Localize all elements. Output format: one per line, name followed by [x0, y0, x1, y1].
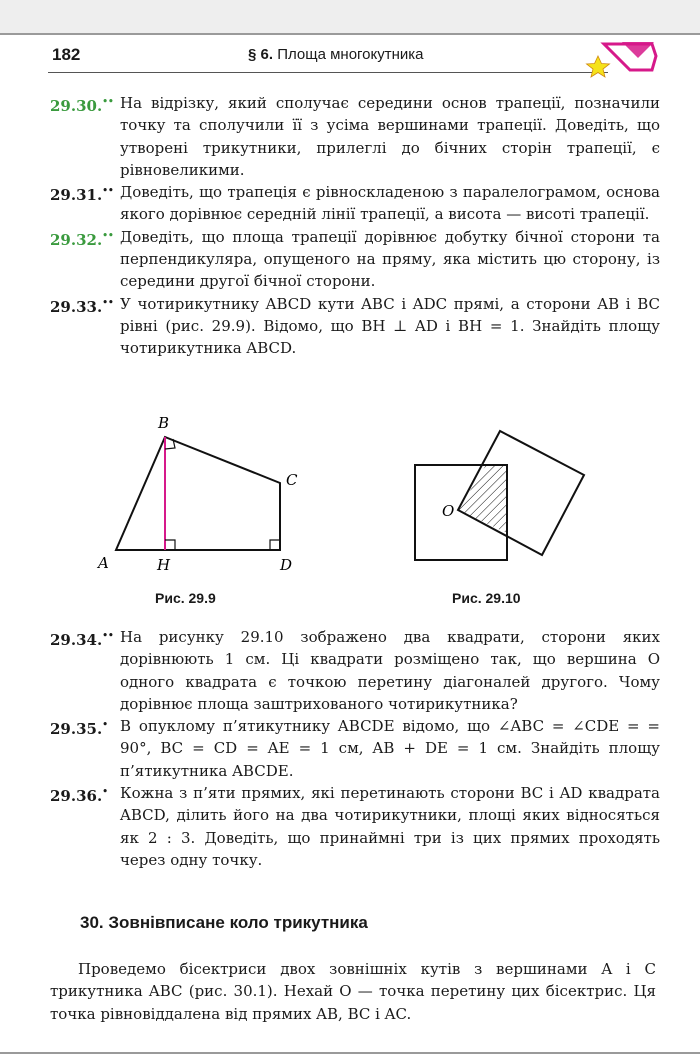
- running-head: [248, 46, 424, 63]
- problem-number: 29.35.•: [50, 720, 108, 739]
- section-title-header: Площа многокутника: [277, 46, 424, 63]
- header-decoration: [578, 36, 658, 82]
- star-icon: [587, 56, 610, 77]
- right-angle-d: [270, 540, 280, 550]
- problem-29-35: [50, 715, 660, 782]
- problem-number: 29.34.••: [50, 631, 114, 649]
- figure-29-10: [415, 431, 584, 560]
- quadrilateral-abcd: [116, 437, 280, 550]
- viewer-top-bar: [0, 0, 700, 35]
- problem-text: Доведіть, що площа трапеції дорівнює добутку бічної сторони та перпендикуляра, опущеного на пряму, яка містить цю сторону, із середини другої бічної сторони.: [120, 227, 660, 291]
- header-rule: [48, 72, 608, 73]
- magenta-ribbon-fill: [622, 42, 654, 58]
- problem-number: 29.32.••: [50, 230, 114, 249]
- problem-number: 29.33.••: [50, 297, 114, 316]
- problem-list: [50, 92, 660, 360]
- label-o: O: [442, 502, 455, 520]
- section-mark: § 6.: [248, 46, 274, 63]
- problem-text: На відрізку, який сполучає середини основ трапеції, позначили точку та сполучили її з усіма вершинами трапеції. Доведіть, що утворені трикутники, прилеглі до бічних сторін трапеції, є рівновеликими.: [120, 94, 660, 179]
- problem-number: 29.30.••: [50, 97, 114, 115]
- label-d: D: [280, 556, 293, 574]
- section-heading: 30. Зовнівписане коло трикутника: [80, 913, 368, 932]
- problem-29-32: [50, 226, 660, 293]
- problem-29-34: [50, 626, 660, 715]
- right-angle-h: [165, 540, 175, 550]
- label-c: C: [286, 471, 298, 489]
- problem-29-36: [50, 782, 660, 871]
- figure-29-9: [96, 414, 298, 574]
- label-a: A: [98, 554, 109, 572]
- caption-29-9: Рис. 29.9: [155, 590, 216, 606]
- right-angle-b: [165, 439, 175, 449]
- problem-29-30: [50, 92, 660, 181]
- problem-29-33: [50, 293, 660, 360]
- problem-text: Доведіть, що трапеція є рівноскладеною з паралелограмом, основа якого дорівнює середній лінії трапеції, а висота — висоті трапеції.: [120, 183, 660, 224]
- caption-29-10: Рис. 29.10: [452, 590, 521, 606]
- figure-drawings: [0, 400, 700, 620]
- problem-number: 29.31.••: [50, 186, 114, 205]
- figures-row: [0, 400, 700, 620]
- bottom-rule: [0, 1052, 700, 1054]
- problem-text: Кожна з п’яти прямих, які перетинають сторони BC і AD квадрата ABCD, ділить його на два чотирикутники, площі яких відносяться як 2 : 3. Доведіть, що принаймні три із цих прямих проходять через одну точку.: [120, 784, 660, 869]
- problem-text: В опуклому п’ятикутнику ABCDE відомо, що ∠ABC = ∠CDE = = 90°, BC = CD = AE = 1 см, AB + DE = 1 см. Знайдіть площу п’ятикутника ABCDE.: [120, 717, 660, 780]
- label-h: H: [157, 556, 171, 574]
- body-paragraph: Проведемо бісектриси двох зовнішніх кутів з вершинами A і C трикутника ABC (рис. 30.1). Нехай O — точка перетину цих бісектрис. Ця точка рівновіддалена від прямих AB, BC і AC.: [50, 960, 656, 1023]
- problem-list-2: [50, 626, 660, 871]
- problem-number: 29.36.•: [50, 787, 108, 806]
- problem-text: На рисунку 29.10 зображено два квадрати, сторони яких дорівнюють 1 см. Ці квадрати розміщено так, що вершина O одного квадрата є точкою перетину діагоналей другого. Чому дорівнює площа заштрихованого чотирикутника?: [120, 628, 660, 713]
- problem-text: У чотирикутнику ABCD кути ABC і ADC прямі, а сторони AB і BC рівні (рис. 29.9). Відомо, що BH ⊥ AD і BH = 1. Знайдіть площу чотирикутника ABCD.: [120, 294, 660, 358]
- label-b: B: [158, 414, 170, 432]
- page-number: 182: [52, 45, 81, 64]
- problem-29-31: [50, 181, 660, 226]
